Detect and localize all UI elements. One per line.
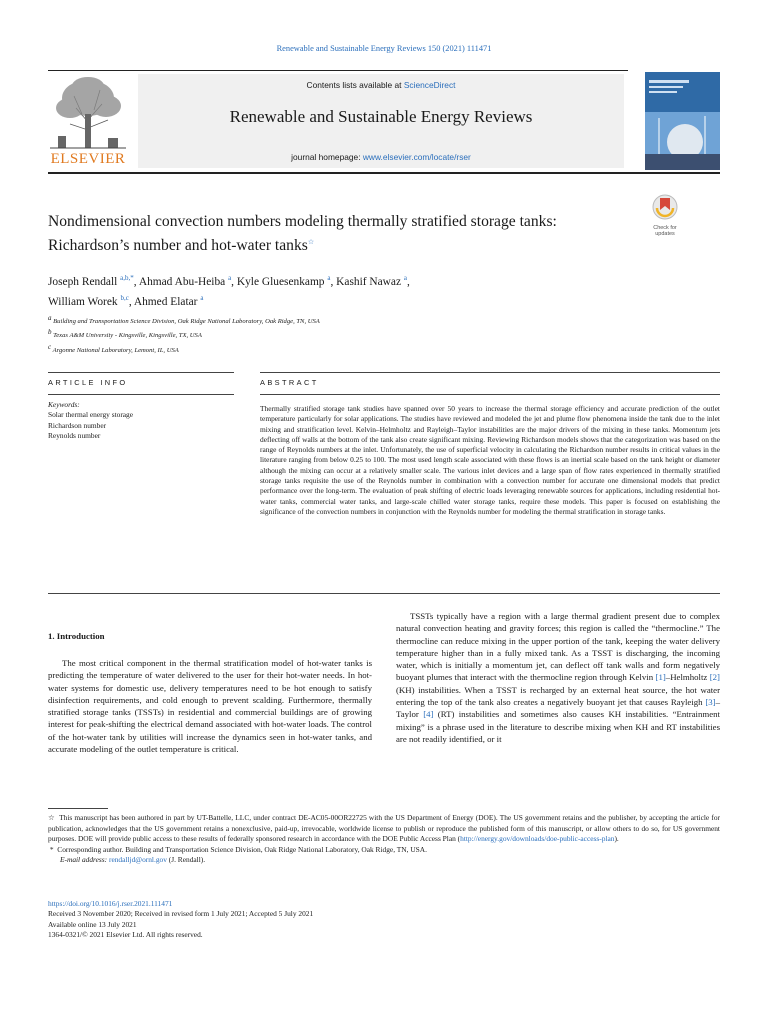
affiliation: $^c$ Argonne National Laboratory, Lemont, IL, USA bbox=[48, 342, 179, 354]
email-footnote: E-mail address: rendalljd@ornl.gov (J. Rendall). bbox=[60, 855, 206, 865]
author-affiliation-mark[interactable]: a,b,* bbox=[120, 274, 134, 282]
citation-link[interactable]: [2] bbox=[709, 672, 720, 683]
journal-homepage-link[interactable]: www.elsevier.com/locate/rser bbox=[362, 152, 471, 162]
journal-cover-image bbox=[645, 72, 720, 170]
header-rule bbox=[48, 70, 628, 71]
contents-line: Contents lists available at ScienceDirect bbox=[306, 80, 456, 90]
homepage-line: journal homepage: www.elsevier.com/locate/rser bbox=[291, 152, 471, 162]
elsevier-tree-icon bbox=[48, 74, 128, 150]
journal-cover-art-icon bbox=[645, 72, 720, 170]
online-date: Available online 13 July 2021 bbox=[48, 919, 137, 929]
section-rule bbox=[48, 394, 234, 395]
doi-link[interactable]: https://doi.org/10.1016/j.rser.2021.111471 bbox=[48, 899, 173, 908]
author-affiliation-mark[interactable]: a bbox=[228, 274, 232, 282]
keyword: Reynolds number bbox=[48, 430, 101, 440]
affiliation: $^b$ Texas A&M University - Kingsville, Kingsville, TX, USA bbox=[48, 328, 202, 340]
author: Joseph Rendall $^{a,b,*}$, bbox=[48, 274, 139, 288]
author-email-link[interactable]: rendalljd@ornl.gov bbox=[109, 855, 167, 865]
publisher-logo bbox=[48, 74, 128, 168]
author: William Worek $^{b,c}$, bbox=[48, 294, 134, 309]
funding-footnote: ☆ This manuscript has been authored in part by UT-Battelle, LLC, under contract DE-AC05-00OR22725 with the US Department of Energy (DOE). The US government retains and the publisher, by accepting the article for publication, acknowledges that the US government retains a nonexclusive, paid-up, irrevocable, worldwide license to publish or reproduce the published form of this manuscript, or allow others to do so, for US government purposes. DOE will provide public access to these results of federally sponsored research in accordance with the DOE Public Access Plan (http://energy.gov/downloads/doe-public-access-plan). bbox=[48, 813, 720, 844]
footnotes bbox=[48, 813, 720, 866]
journal-reference-link[interactable]: Renewable and Sustainable Energy Reviews 150 (2021) 111471 bbox=[276, 44, 492, 53]
sciencedirect-link[interactable]: ScienceDirect bbox=[403, 80, 456, 90]
citation-link[interactable]: [3] bbox=[705, 697, 716, 708]
title-footnote-mark[interactable]: ☆ bbox=[307, 238, 315, 246]
publisher-name: ELSEVIER bbox=[50, 151, 126, 167]
section-rule bbox=[260, 372, 720, 373]
abstract-text: Thermally stratified storage tank studies have spanned over 50 years to increase the thermal storage efficiency and accurate prediction of the outlet temperature particularly for solar applications. The studies have reviewed and modeled the jet and plume flow phenomena inside the tank due to the inlet mixing and stratification level. Kelvin–Helmholtz and Rayleigh–Taylor instabilities are the major drivers of the mixing in these tanks. Momentum jets deflecting off walls at the bottom of the tank also create significant mixing. Reviewing Richardson models shows that the categorization was based on the range of Reynolds numbers at the inlet. Unfortunately, the use of superficial velocity in calculating the Richardson number results in critical values in the literature ranging from below 0.25 to 100. The most used length scale associated with these flows is an inertial scale based on the tank height or diameter although the mixing can occur at a relatively smaller scale. The various inlet devices and a large span of flow rates experienced in thermally stratified storage tanks requisite the use of the Reynolds number in combination with a convection number for accurate one dimensional models that predict performance over the long-term. The evaluation of peak shifting of electric loads leveraging renewable sources for applications, including residential hot-water tanks, commercial water tanks, and large-scale chilled water storage tanks, require these models. This paper is focused on establishing the significance of the convection numbers in conjunction with the Reynolds number for modeling the thermal stratification in storage tanks. bbox=[260, 404, 720, 516]
affiliations bbox=[48, 313, 668, 356]
received-dates: Received 3 November 2020; Received in revised form 1 July 2021; Accepted 5 July 2021 bbox=[48, 909, 314, 919]
author-affiliation-mark[interactable]: a bbox=[403, 274, 407, 282]
author: Ahmad Abu-Heiba $^a$, bbox=[138, 274, 237, 288]
author-affiliation-mark[interactable]: a bbox=[327, 274, 331, 282]
author: Ahmed Elatar $^a$ bbox=[133, 294, 204, 309]
section-rule bbox=[260, 394, 720, 395]
journal-title: Renewable and Sustainable Energy Reviews bbox=[229, 107, 533, 126]
abstract-heading: ABSTRACT bbox=[260, 378, 319, 387]
keywords-label: Keywords: bbox=[48, 400, 80, 409]
body-paragraph: The most critical component in the thermal stratification model of hot-water tanks is predicting the temperature of water delivered to the user for their hot-water needs. In hot-water systems for domestic use, delivery temperatures need to be hot enough to satisfy disinfection requirements, and cold enough to prevent scalding. Furthermore, thermally stratified storage tanks (TSSTs) in residential and commercial buildings are of growing interest for peak-shifting the electrical demand associated with hot-water loads. The control of the hot-water tank by utilities will increase the dynamics seen in hot-water tanks, and accurate modeling of the outlet temperature is critical. bbox=[48, 658, 372, 755]
publication-details bbox=[48, 899, 720, 941]
crossmark-icon bbox=[652, 194, 678, 220]
keywords-block bbox=[48, 400, 234, 441]
keyword: Richardson number bbox=[48, 420, 107, 430]
section-rule bbox=[48, 593, 720, 594]
article-title: Nondimensional convection numbers modeling thermally stratified storage tanks: Richardson’s number and hot-water tanks☆ bbox=[48, 213, 557, 255]
doe-access-plan-link[interactable]: http://energy.gov/downloads/doe-public-access-plan bbox=[460, 834, 615, 844]
section-rule bbox=[48, 372, 234, 373]
author: Kyle Gluesenkamp $^a$, bbox=[236, 274, 337, 288]
body-paragraph: TSSTs typically have a region with a large thermal gradient present due to complex natural convection heating and gravity forces; this region is called the “thermocline.” The thermocline can reduce mixing in the upper portion of the tank, keeping the water delivery temperature higher than in a fully mixed tank. As a TSST is discharging, the incoming water, which is initially a momentum jet, can deflect off tank walls and form negatively buoyant plumes that interact with the thermocline region through Kelvin [1]–Helmholtz [2] (KH) instabilities. When a TSST is recharged by an external heat source, the hot water entering the top of the tank also creates a negatively buoyant jet that causes Rayleigh [3]–Taylor [4] (RT) instabilities and sometimes also causes KH instabilities. “Entrainment mixing” is a phrase used in the literature to describe mixing when KH and RT instabilities are not readily identified, or it bbox=[396, 611, 720, 744]
author-affiliation-mark[interactable]: b,c bbox=[120, 294, 129, 303]
article-info-heading: ARTICLE INFO bbox=[48, 378, 128, 387]
affiliation: $^a$ Building and Transportation Science Division, Oak Ridge National Laboratory, Oak Ridge, TN, USA bbox=[48, 314, 320, 326]
citation-link[interactable]: [4] bbox=[423, 709, 434, 720]
footnote-rule bbox=[48, 808, 108, 809]
citation-link[interactable]: [1] bbox=[655, 672, 666, 683]
check-for-updates-button[interactable]: Check for updates bbox=[645, 194, 685, 234]
header-rule-thick bbox=[48, 172, 720, 174]
journal-masthead bbox=[138, 74, 624, 168]
keyword: Solar thermal energy storage bbox=[48, 410, 134, 420]
copyright: 1364-0321/© 2021 Elsevier Ltd. All rights reserved. bbox=[48, 930, 203, 940]
author: Kashif Nawaz $^a$, bbox=[336, 274, 410, 288]
author-affiliation-mark[interactable]: a bbox=[200, 294, 204, 303]
corresponding-author-footnote: * Corresponding author. Building and Transportation Science Division, Oak Ridge National Laboratory, Oak Ridge, TN, USA. bbox=[49, 844, 427, 854]
section-heading-introduction: 1. Introduction bbox=[48, 631, 105, 641]
author-list bbox=[48, 270, 668, 311]
